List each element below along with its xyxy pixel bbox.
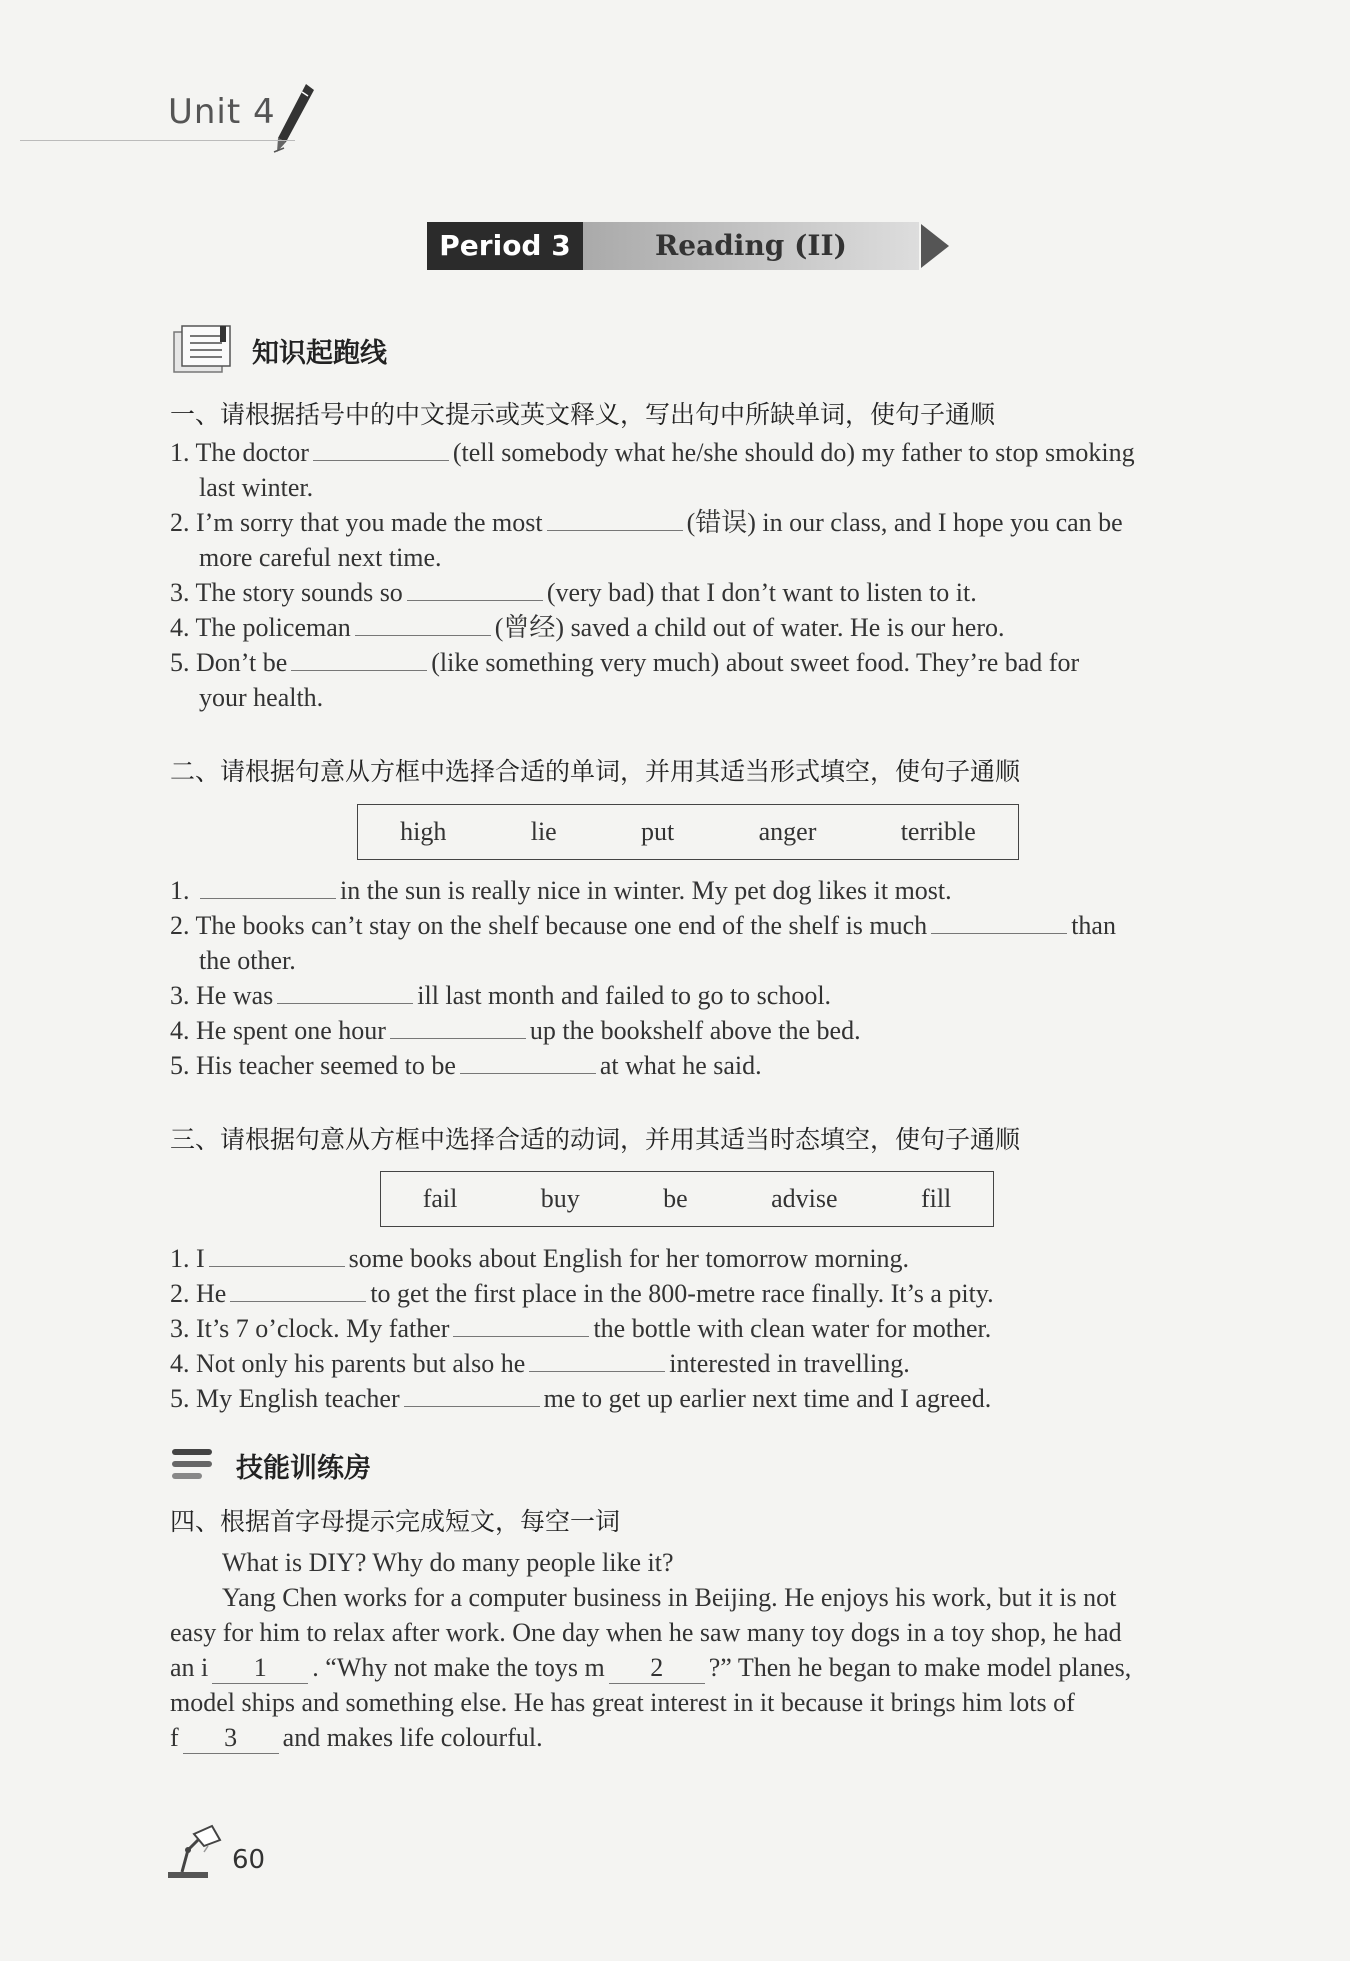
answer-blank[interactable] (547, 508, 683, 531)
part1-heading: 一、请根据括号中的中文提示或英文释义，写出句中所缺单词，使句子通顺 (170, 400, 996, 429)
part3-item-1: 1. I some books about English for her tomorrow morning. (170, 1244, 910, 1273)
part1-item-5-cont: your health. (199, 683, 324, 712)
word-option: fill (920, 1184, 952, 1213)
part3-item-5: 5. My English teacher me to get up earlier next time and I agreed. (170, 1384, 992, 1413)
word-option: lie (530, 817, 557, 846)
answer-blank[interactable] (313, 438, 449, 461)
passage-line-2: Yang Chen works for a computer business in Beijing. He enjoys his work, but it is not (222, 1583, 1117, 1612)
skill-lines-icon (170, 1447, 216, 1485)
passage-line-1: What is DIY? Why do many people like it? (222, 1548, 674, 1577)
answer-blank-1[interactable]: 1 (212, 1653, 308, 1684)
pen-icon (272, 82, 316, 154)
part3-item-2: 2. He to get the first place in the 800-metre race finally. It’s a pity. (170, 1279, 994, 1308)
answer-blank[interactable] (407, 578, 543, 601)
answer-blank[interactable] (230, 1279, 366, 1302)
word-option: fail (422, 1184, 458, 1213)
passage-line-5: model ships and something else. He has great interest in it because it brings him lots of (170, 1688, 1075, 1717)
unit-title: Unit 4 (168, 92, 276, 132)
answer-blank-3[interactable]: 3 (183, 1723, 279, 1754)
section-head-knowledge (170, 324, 387, 376)
part2-heading: 二、请根据句意从方框中选择合适的单词，并用其适当形式填空，使句子通顺 (170, 757, 1021, 786)
answer-blank-2[interactable]: 2 (609, 1653, 705, 1684)
answer-blank[interactable] (291, 648, 427, 671)
part2-item-3: 3. He was ill last month and failed to go to school. (170, 981, 832, 1010)
answer-blank[interactable] (209, 1244, 345, 1267)
answer-blank[interactable] (404, 1384, 540, 1407)
word-box-part3 (380, 1171, 994, 1227)
word-option: advise (771, 1184, 838, 1213)
word-option: be (663, 1184, 688, 1213)
passage-line-3: easy for him to relax after work. One day when he saw many toy dogs in a toy shop, he had (170, 1618, 1122, 1647)
period-title: Reading (II) (583, 222, 919, 270)
part1-item-1: 1. The doctor (tell somebody what he/she should do) my father to stop smoking (170, 438, 1135, 467)
word-option: terrible (900, 817, 976, 846)
passage-line-6: f 3 and makes life colourful. (170, 1723, 543, 1752)
header-rule (20, 140, 295, 141)
part3-heading: 三、请根据句意从方框中选择合适的动词，并用其适当时态填空，使句子通顺 (170, 1125, 1021, 1154)
part4-heading: 四、根据首字母提示完成短文，每空一词 (170, 1507, 621, 1536)
part1-item-3: 3. The story sounds so (very bad) that I don’t want to listen to it. (170, 578, 977, 607)
part1-item-4: 4. The policeman (曾经) saved a child out of water. He is our hero. (170, 613, 1005, 642)
answer-blank[interactable] (277, 981, 413, 1004)
part2-item-4: 4. He spent one hour up the bookshelf above the bed. (170, 1016, 861, 1045)
desk-lamp-icon (164, 1822, 226, 1880)
period-banner (427, 222, 947, 270)
answer-blank[interactable] (453, 1314, 589, 1337)
part1-item-2: 2. I’m sorry that you made the most (错误) in our class, and I hope you can be (170, 508, 1123, 537)
part1-item-1-cont: last winter. (199, 473, 314, 502)
answer-blank[interactable] (460, 1051, 596, 1074)
period-label: Period 3 (427, 222, 583, 270)
section-head-skills (170, 1446, 371, 1485)
answer-blank[interactable] (355, 613, 491, 636)
section-title: 知识起跑线 (252, 337, 387, 369)
answer-blank[interactable] (529, 1349, 665, 1372)
answer-blank[interactable] (390, 1016, 526, 1039)
word-option: put (641, 817, 675, 846)
part3-item-3: 3. It’s 7 o’clock. My father the bottle with clean water for mother. (170, 1314, 992, 1343)
part1-item-2-cont: more careful next time. (199, 543, 442, 572)
word-box-part2 (357, 804, 1019, 860)
answer-blank[interactable] (931, 911, 1067, 934)
notebook-icon (170, 324, 236, 376)
part2-item-1: 1. in the sun is really nice in winter. My pet dog likes it most. (170, 876, 952, 905)
arrow-right-icon (921, 224, 949, 268)
answer-blank[interactable] (200, 876, 336, 899)
page-number: 60 (232, 1845, 266, 1875)
part2-item-2: 2. The books can’t stay on the shelf because one end of the shelf is much than (170, 911, 1116, 940)
word-option: buy (540, 1184, 580, 1213)
part2-item-2-cont: the other. (199, 946, 296, 975)
passage-line-4: an i 1 . “Why not make the toys m 2 ?” Then he began to make model planes, (170, 1653, 1132, 1682)
part3-item-4: 4. Not only his parents but also he interested in travelling. (170, 1349, 910, 1378)
part2-item-5: 5. His teacher seemed to be at what he said. (170, 1051, 762, 1080)
word-option: anger (758, 817, 817, 846)
section-title: 技能训练房 (236, 1453, 371, 1484)
word-option: high (400, 817, 447, 846)
part1-item-5: 5. Don’t be (like something very much) about sweet food. They’re bad for (170, 648, 1080, 677)
